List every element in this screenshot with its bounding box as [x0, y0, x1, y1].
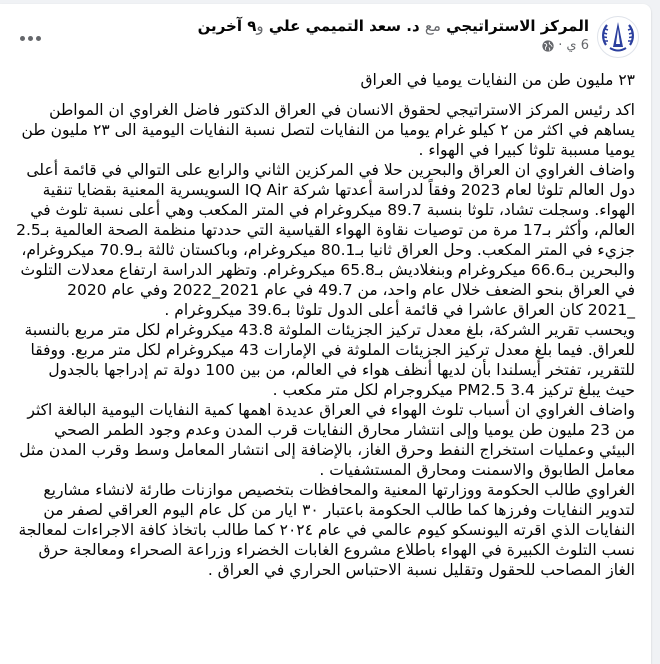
and-label: و [256, 17, 264, 35]
tagged-person-link[interactable]: د. سعد التميمي علي [268, 17, 420, 35]
author-line [198, 16, 589, 36]
post-paragraph: واضاف الغراوي ان أسباب تلوث الهواء في العراق عديدة اهمها كمية النفايات اليومية البالغة اكثر من 23 مليون طن يوميا وإلى انتشار محارق النفايات قرب المدن وعدم وجود الطمر الصحي البيئي وعمليات استخراج النفط وحرق الغاز، بالإضافة إلى انتشار المعامل وسط وقرب المدن مثل معامل الطابوق والاسمنت ومحارق المستشفيات . [19, 401, 635, 479]
post-time-link[interactable]: 6 ي [566, 38, 589, 53]
post-paragraph: الغراوي طالب الحكومة ووزارتها المعنية والمحافظات بتخصيص موازنات طارئة لانشاء مشاريع لتدوير النفايات وفرزها كما طالب الحكومة باعتبار ٣٠ ايار من كل عام اليوم العراقي لصفر من النفايات الذي اقرته اليونسكو كيوم عالمي في عام ٢٠٢٤ كما طالب باتخاذ كافة الاجراءات لمعالجة نسب التلوث الكبيرة في الهواء باطلاع مشروع الغابات الخضراء وزراعة الصحراء ومعالجة حرق الغاز المصاحب للحقول وتقليل نسبة الاحتباس الحراري في العراق . [18, 481, 635, 579]
with-label: مع [424, 17, 441, 35]
post-body [16, 70, 635, 580]
post-paragraph: واضاف الغراوي ان العراق والبحرين حلا في المركزين الثاني والرابع على التوالي في قائمة أعلى دول العالم تلوثا لعام 2023 وفقاً لدراسة أعدتها شركة IQ Air السويسرية المعنية بقضايا تنقية الهواء. وسجلت تشاد، تلوثا بنسبة 89.7 ميكروغرام في المتر المكعب وهي أعلى نسبة تلوث في العالم، وأكثر بـ17 مرة من توصيات نقاوة الهواء القياسية التي حددتها منظمة الصحة العالمية بـ2.5 جزيء في المتر المكعب. وحل العراق ثانيا بـ80.1 ميكروغرام، وباكستان ثالثة بـ70.9 ميكروغرام، والبحرين بـ66.6 ميكروغرام وبنغلاديش بـ65.8 ميكروغرام. وتظهر الدراسة ارتفاع معدلات التلوث في العراق بنحو الضعف خلال عام واحد، من 49.7 في عام 2021_2022 وفي عام 2020 _2021 كان العراق عاشرا في قائمة أعلى الدول تلوثا بـ39.6 ميكروغرام . [16, 161, 635, 319]
avatar[interactable] [597, 16, 639, 58]
post-headline: ٢٣ مليون طن من النفايات يوميا في العراق [360, 71, 635, 89]
post-header-text [198, 16, 589, 54]
post-paragraph: اكد رئيس المركز الاستراتيجي لحقوق الانسان في العراق الدكتور فاضل الغراوي ان المواطن يساهم في اكثر من ٢ كيلو غرام يوميا من النفايات لتصل نسبة النفايات اليومية الى ٢٣ مليون طن يوميا مسببة تلوثا كبيرا في الهواء . [21, 101, 635, 159]
post-meta [198, 38, 589, 54]
globe-icon[interactable] [542, 40, 554, 52]
organization-logo-icon [598, 17, 638, 57]
post-header [12, 12, 639, 62]
post-card [0, 4, 651, 664]
page-name-link[interactable]: المركز الاستراتيجي [446, 17, 589, 35]
post-paragraph: ويحسب تقرير الشركة، بلغ معدل تركيز الجزيئات الملوثة 43.8 ميكروغرام لكل متر مربع بالنسبة للعراق. فيما بلغ معدل تركيز الجزيئات الملوثة في الإمارات 43 ميكروغرام لكل متر مربع. ووفقا للتقرير، تفتخر أيسلندا بأن لديها أنظف هواء في العالم، من بين 100 دولة تم إدراجها بالجدول حيث يبلغ تركيز PM2.5 3.4 ميكروجرام لكل متر مكعب . [24, 321, 635, 399]
others-link[interactable]: ٩ آخرين [197, 17, 257, 35]
meta-separator: · [558, 38, 563, 53]
